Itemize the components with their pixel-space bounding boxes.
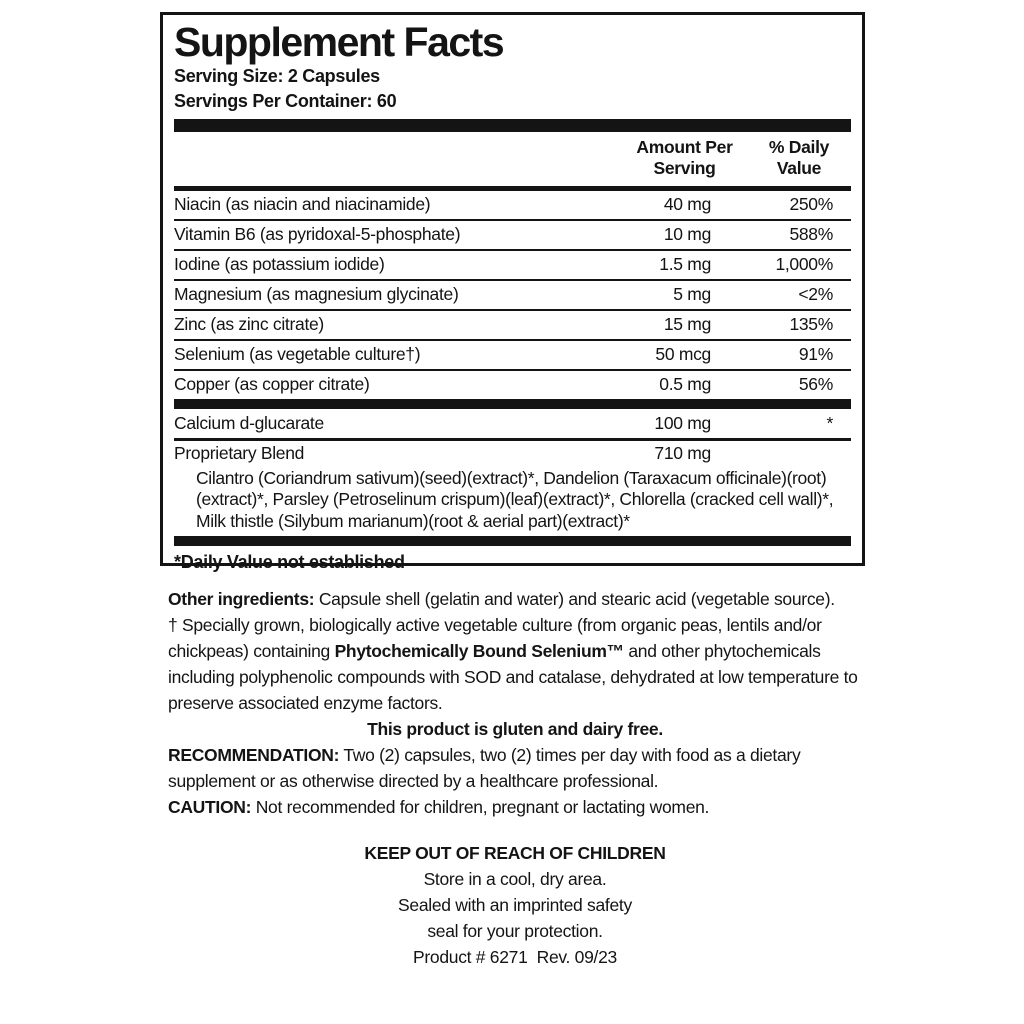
nutrient-daily-value: 91%	[798, 344, 833, 365]
recommendation-paragraph	[168, 742, 862, 794]
nutrient-name: Calcium d-glucarate	[174, 412, 324, 433]
nutrient-name: Iodine (as potassium iodide)	[174, 254, 385, 275]
serving-size: Serving Size: 2 Capsules	[174, 66, 380, 87]
nutrient-amount: 15 mg	[663, 314, 711, 335]
nutrient-daily-value: *	[826, 412, 833, 433]
nutrient-daily-value: 56%	[798, 374, 833, 395]
nutrient-amount: 50 mcg	[655, 344, 711, 365]
nutrient-row-niacin	[174, 191, 851, 221]
recommendation-label: RECOMMENDATION:	[168, 745, 340, 765]
servings-per-container: Servings Per Container: 60	[174, 91, 397, 112]
dagger-note-post: and other phytochemicals including polyphenolic compounds with SOD and catalase, dehydrated at low temperature to preserve associated enzyme factors.	[168, 641, 858, 713]
column-header-daily-value: % Daily Value	[768, 136, 830, 179]
nutrient-row-iodine	[174, 251, 851, 281]
other-ingredients-label: Other ingredients:	[168, 589, 315, 609]
nutrient-row-proprietary-blend	[174, 441, 851, 467]
panel-title: Supplement Facts	[174, 19, 504, 65]
supplement-facts-panel	[160, 12, 865, 573]
nutrient-daily-value: <2%	[798, 284, 833, 305]
safety-seal-line-1: Sealed with an imprinted safety	[398, 895, 632, 915]
nutrient-amount: 0.5 mg	[659, 374, 711, 395]
label-body-text	[168, 586, 862, 970]
divider-thick-top	[174, 119, 851, 132]
nutrient-row-vitamin-b6	[174, 221, 851, 251]
nutrient-amount: 40 mg	[663, 194, 711, 215]
nutrient-name: Selenium (as vegetable culture†)	[174, 344, 421, 365]
nutrient-name: Magnesium (as magnesium glycinate)	[174, 284, 459, 305]
product-number-revision: Product # 6271 Rev. 09/23	[413, 947, 617, 967]
nutrient-name: Proprietary Blend	[174, 443, 305, 464]
table-header-row	[174, 132, 851, 186]
divider-thick-middle	[174, 399, 851, 409]
safety-seal-line-2: seal for your protection.	[427, 921, 603, 941]
storage-warning-block	[168, 840, 862, 944]
keep-out-of-reach-heading: KEEP OUT OF REACH OF CHILDREN	[364, 843, 666, 863]
nutrient-name: Niacin (as niacin and niacinamide)	[174, 194, 431, 215]
caution-text: Not recommended for children, pregnant or lactating women.	[251, 797, 710, 817]
nutrient-name: Zinc (as zinc citrate)	[174, 314, 324, 335]
nutrient-daily-value: 588%	[789, 224, 833, 245]
nutrient-daily-value: 1,000%	[775, 254, 833, 275]
nutrient-amount: 10 mg	[663, 224, 711, 245]
nutrient-amount: 100 mg	[654, 412, 711, 433]
daily-value-footnote: *Daily Value not established	[174, 552, 405, 573]
nutrient-row-selenium	[174, 341, 851, 371]
nutrient-name: Copper (as copper citrate)	[174, 374, 370, 395]
dagger-note-trademark: Phytochemically Bound Selenium™	[334, 641, 624, 661]
dagger-note-paragraph	[168, 612, 862, 716]
nutrient-row-zinc	[174, 311, 851, 341]
nutrient-amount: 710 mg	[654, 443, 711, 464]
nutrient-amount: 5 mg	[673, 284, 711, 305]
nutrient-name: Vitamin B6 (as pyridoxal-5-phosphate)	[174, 224, 461, 245]
column-header-amount: Amount Per Serving	[636, 136, 733, 179]
caution-label: CAUTION:	[168, 797, 252, 817]
dagger-note-pre: † Specially grown, biologically active vegetable culture (from organic peas, lentils and/or chickpeas) containing	[168, 615, 822, 661]
nutrient-row-magnesium	[174, 281, 851, 311]
other-ingredients-paragraph	[168, 586, 862, 612]
nutrient-row-calcium-d-glucarate	[174, 409, 851, 441]
nutrient-daily-value: 135%	[789, 314, 833, 335]
proprietary-blend-description: Cilantro (Coriandrum sativum)(seed)(extract)*, Dandelion (Taraxacum officinale)(root) (extract)*, Parsley (Petroselinum crispum)(leaf)(extract)*, Chlorella (cracked cell wall)*, Milk thistle (Silybum marianum)(root & aerial part)(extract)*	[196, 467, 834, 531]
gluten-dairy-free-statement: This product is gluten and dairy free.	[367, 719, 663, 739]
divider-thick-bottom	[174, 536, 851, 546]
other-ingredients-text: Capsule shell (gelatin and water) and stearic acid (vegetable source).	[314, 589, 835, 609]
nutrient-daily-value: 250%	[789, 194, 833, 215]
caution-paragraph	[168, 794, 862, 820]
recommendation-text: Two (2) capsules, two (2) times per day with food as a dietary supplement or as otherwise directed by a healthcare professional.	[168, 745, 801, 791]
nutrient-amount: 1.5 mg	[659, 254, 711, 275]
nutrient-row-copper	[174, 371, 851, 399]
storage-line: Store in a cool, dry area.	[423, 869, 607, 889]
